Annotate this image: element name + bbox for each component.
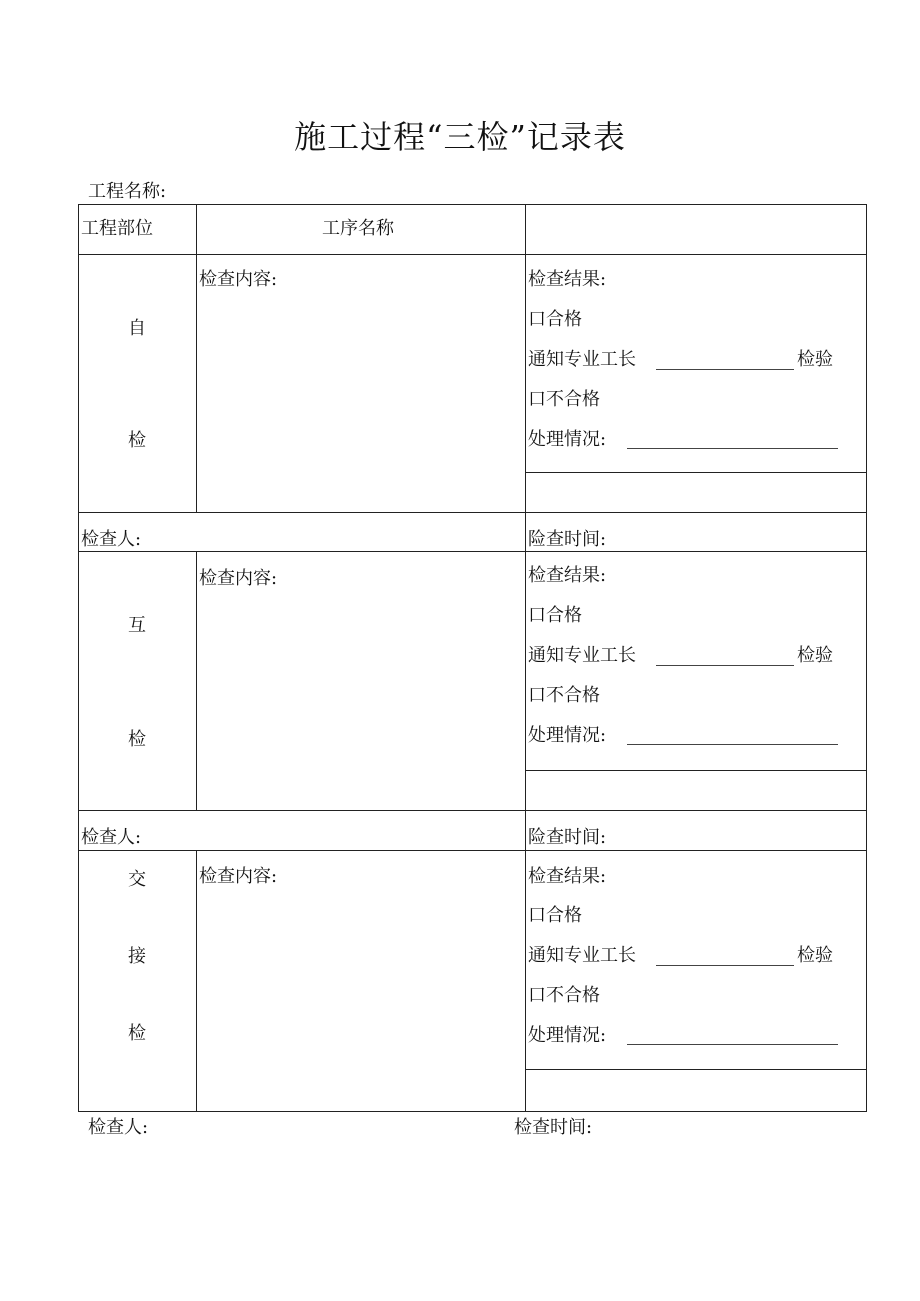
result-cell-divider bbox=[525, 1069, 867, 1070]
fail-option[interactable]: 口不合格 bbox=[528, 685, 600, 706]
notify-suffix: 检验 bbox=[797, 645, 833, 666]
column-divider bbox=[525, 551, 526, 810]
result-label: 检查结果: bbox=[528, 269, 607, 290]
table-border-left bbox=[78, 204, 79, 1111]
process-label: 工序名称 bbox=[322, 218, 394, 239]
content-label: 检查内容: bbox=[199, 269, 278, 290]
section-name-char: 自 bbox=[128, 318, 146, 339]
content-label: 检查内容: bbox=[199, 568, 278, 589]
pass-option[interactable]: 口合格 bbox=[528, 309, 582, 330]
inspector-label: 检查人: bbox=[81, 827, 142, 848]
section-name-char: 互 bbox=[128, 615, 146, 636]
project-name-label: 工程名称: bbox=[88, 181, 167, 202]
result-label: 检查结果: bbox=[528, 565, 607, 586]
section-name-char: 检 bbox=[128, 729, 146, 750]
section-name-char: 检 bbox=[128, 430, 146, 451]
notify-suffix: 检验 bbox=[797, 945, 833, 966]
inspector-label: 检查人: bbox=[88, 1117, 149, 1138]
column-divider bbox=[196, 204, 197, 254]
page-title: 施工过程“三检”记录表 bbox=[294, 118, 626, 156]
fail-option[interactable]: 口不合格 bbox=[528, 985, 600, 1006]
pass-option[interactable]: 口合格 bbox=[528, 905, 582, 926]
table-border-bottom bbox=[78, 1111, 867, 1112]
handling-blank-line bbox=[627, 744, 838, 745]
handling-label: 处理情况: bbox=[528, 725, 607, 746]
foreman-blank-line bbox=[656, 369, 794, 370]
column-divider bbox=[525, 850, 526, 1111]
table-border-right bbox=[866, 204, 867, 1111]
inspection-time-label: 检查时间: bbox=[514, 1117, 593, 1138]
handling-label: 处理情况: bbox=[528, 1025, 607, 1046]
result-label: 检查结果: bbox=[528, 866, 607, 887]
inspection-time-label: 险查时间: bbox=[528, 827, 607, 848]
notify-prefix: 通知专业工长 bbox=[528, 349, 636, 370]
part-label: 工程部位 bbox=[81, 218, 153, 239]
handling-blank-line bbox=[627, 448, 838, 449]
column-divider bbox=[525, 204, 526, 254]
result-cell-divider bbox=[525, 472, 867, 473]
column-divider bbox=[196, 850, 197, 1111]
notify-prefix: 通知专业工长 bbox=[528, 645, 636, 666]
pass-option[interactable]: 口合格 bbox=[528, 605, 582, 626]
column-divider bbox=[196, 254, 197, 512]
content-label: 检查内容: bbox=[199, 866, 278, 887]
section-divider bbox=[78, 810, 867, 811]
foreman-blank-line bbox=[656, 965, 794, 966]
section-name-char: 检 bbox=[128, 1023, 146, 1044]
notify-prefix: 通知专业工长 bbox=[528, 945, 636, 966]
section-name-char: 接 bbox=[128, 946, 146, 967]
section-divider bbox=[78, 512, 867, 513]
result-cell-divider bbox=[525, 770, 867, 771]
column-divider bbox=[196, 551, 197, 810]
foreman-blank-line bbox=[656, 665, 794, 666]
handling-blank-line bbox=[627, 1044, 838, 1045]
column-divider bbox=[525, 254, 526, 512]
inspection-time-label: 险查时间: bbox=[528, 529, 607, 550]
fail-option[interactable]: 口不合格 bbox=[528, 389, 600, 410]
column-divider bbox=[525, 810, 526, 850]
notify-suffix: 检验 bbox=[797, 349, 833, 370]
inspector-label: 检查人: bbox=[81, 529, 142, 550]
handling-label: 处理情况: bbox=[528, 429, 607, 450]
column-divider bbox=[525, 512, 526, 551]
section-name-char: 交 bbox=[128, 869, 146, 890]
